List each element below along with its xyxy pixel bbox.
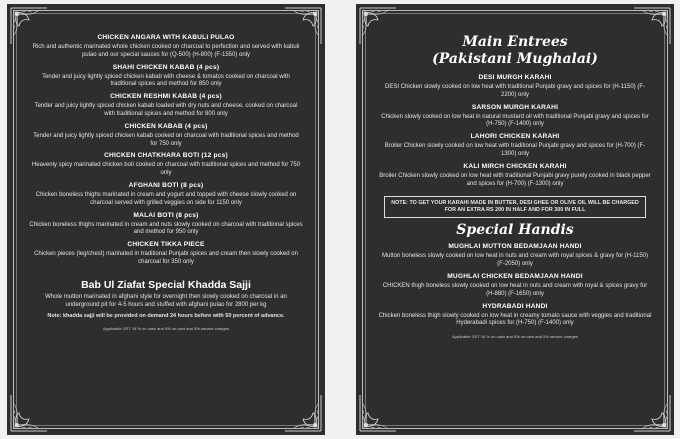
corner-ornament-icon	[632, 393, 672, 433]
menu-item	[378, 74, 652, 100]
item-description: Tender and juicy lightly spiced chicken kabab with cheese & tomatos cooked on charcoal with traditional spices and method for 850 only	[42, 73, 290, 88]
menu-item	[378, 243, 652, 269]
menu-item	[378, 303, 652, 329]
item-description: Chicken boneless thighs marinated in cream and yogurt and topped with cheese slowly cooked on charcoal served with grilled veggies on side for 1150 only	[35, 191, 297, 206]
item-name: MUGHLAI CHICKEN BEDAMJAAN HANDI	[447, 272, 583, 280]
item-name: MUGHLAI MUTTON BEDAMJAAN HANDI	[448, 243, 582, 251]
menu-item	[29, 182, 303, 208]
menu-page-right	[356, 4, 674, 435]
item-description: Tender and juicy lightly spiced chicken kabab cooked on charcoal with traditional spices and method for 750 only	[33, 132, 299, 147]
item-name: DESI MURGH KARAHI	[478, 74, 552, 81]
item-description: DESI Chicken slowly cooked on low heat with traditional Punjabi gravy and spices for (H-1150) (F-2200) only	[384, 84, 645, 98]
item-description: Chicken boneless thigh slowly cooked on low heat in creamy tomato sauce with veggies and traditional Hyderabadi spices for (H-750) (F-1400) only	[378, 312, 652, 327]
item-name: KALI MIRCH CHICKEN KARAHI	[463, 162, 567, 170]
section-subtitle: (Pakistani Mughalai)	[432, 51, 598, 67]
item-description: Chicken boneless thighs marinated in cream and nuts slowly cooked on charcoal with traditional spices and method for 950 only	[29, 221, 303, 236]
corner-ornament-icon	[283, 393, 323, 433]
section-title-special-handis: Special Handis	[456, 222, 574, 239]
tax-footer: Applicable GST 16 % on cash and 5% on card and 5% service charges	[452, 334, 578, 340]
menu-item	[29, 123, 303, 149]
item-name: CHICKEN KABAB (4 pcs)	[124, 122, 208, 130]
item-description: Broiler Chicken slowly cooked on low heat with traditional Punjabi gravy purely cooked in black pepper and spices for (H-700) (F-1300) only	[379, 172, 651, 187]
item-name: SHAHI CHICKEN KABAB (4 pcs)	[112, 63, 220, 71]
menu-item	[378, 273, 652, 299]
item-name: AFGHANI BOTI (8 pcs)	[128, 181, 204, 189]
menu-item	[378, 163, 652, 189]
left-menu-content	[29, 30, 303, 331]
item-name: CHICKEN ANGARA WITH KABULI PULAO	[97, 34, 235, 41]
item-name: MALAI BOTI (8 pcs)	[133, 211, 199, 219]
menu-item	[29, 64, 303, 90]
section-title-main-entrees: Main Entrees	[462, 34, 568, 50]
karahi-note-box: NOTE: TO GET YOUR KARAHI MADE IN BUTTER, DESI GHEE OR OLIVE OIL WILL BE CHARGED FOR AN EXTRA RS 200 IN HALF AND FOR 300 IN FULL	[384, 196, 646, 218]
menu-item	[378, 133, 652, 159]
item-name: SARSON MURGH KARAHI	[471, 103, 559, 111]
item-name: CHICKEN TIKKA PIECE	[127, 241, 205, 249]
item-description: Tender and juicy lightly spiced chicken kabab loaded with dry nuts and cheese, cooked on charcoal with traditional spices and method for 800 only	[34, 103, 298, 117]
menu-item	[29, 34, 303, 60]
special-description: Whole mutton marinated in afghani style for overnight then slowly cooked on charcoal in an underground pit for 4-5 hours and stuffed with afghani pulao for 2800 per kg	[45, 293, 287, 308]
right-menu-content	[378, 34, 652, 339]
item-description: Chicken slowly cooked on low heat in natural mustard oil with traditional Punjabi gravy and spices for (H-750) (F-1400) only	[381, 113, 649, 128]
item-name: CHICKEN CHATKHARA BOTI (12 pcs)	[104, 152, 228, 160]
item-description: Broiler Chicken slowly cooked on low heat with traditional Punjabi gravy and spices for (H-700) (F-1300) only	[384, 143, 646, 157]
menu-item	[29, 93, 303, 119]
menu-item	[29, 241, 303, 267]
special-title: Bab Ul Ziafat Special Khadda Sajji	[81, 278, 251, 291]
menu-page-left	[7, 4, 325, 435]
item-name: LAHORI CHICKEN KARAHI	[470, 133, 560, 141]
item-description: Rich and authentic marinated whole chicken cooked on charcoal to perfection and served with kabuli pulao and our special sauces for (Q-500) (H-800) (F-1550) only	[32, 44, 300, 58]
corner-ornament-icon	[9, 393, 49, 433]
item-description: Heavenly spicy marinated chicken boti cooked on charcoal with traditional spices and method for 750 only	[31, 162, 301, 177]
menu-item	[29, 212, 303, 238]
menu-item	[378, 104, 652, 130]
item-description: Mutton boneless slowly cooked on low heat in nuts and cream with royal spices & gravy for (H-1150) (F-2050) only	[381, 253, 648, 268]
tax-footer: Applicable GST 16 % on cash and 5% on card and 5% service charges	[103, 326, 229, 332]
item-name: HYDRABADI HANDI	[482, 302, 548, 310]
corner-ornament-icon	[358, 393, 398, 433]
item-description: Chicken pieces (leg/chest) marinated in traditional Punjabi spices and cream then slowly cooked on charcoal for 350 only	[34, 251, 298, 265]
item-name: CHICKEN RESHMI KABAB (4 pcs)	[110, 93, 222, 101]
item-description: CHICKEN thigh boneless slowly cooked on low heat in nuts and cream with royal & spices gravy for (H-880) (F-1650) only	[382, 282, 648, 297]
menu-item	[29, 152, 303, 178]
special-note: Note: khadda sajji will be provided on demand 24 hours before with 50 percent of advance.	[47, 313, 285, 320]
